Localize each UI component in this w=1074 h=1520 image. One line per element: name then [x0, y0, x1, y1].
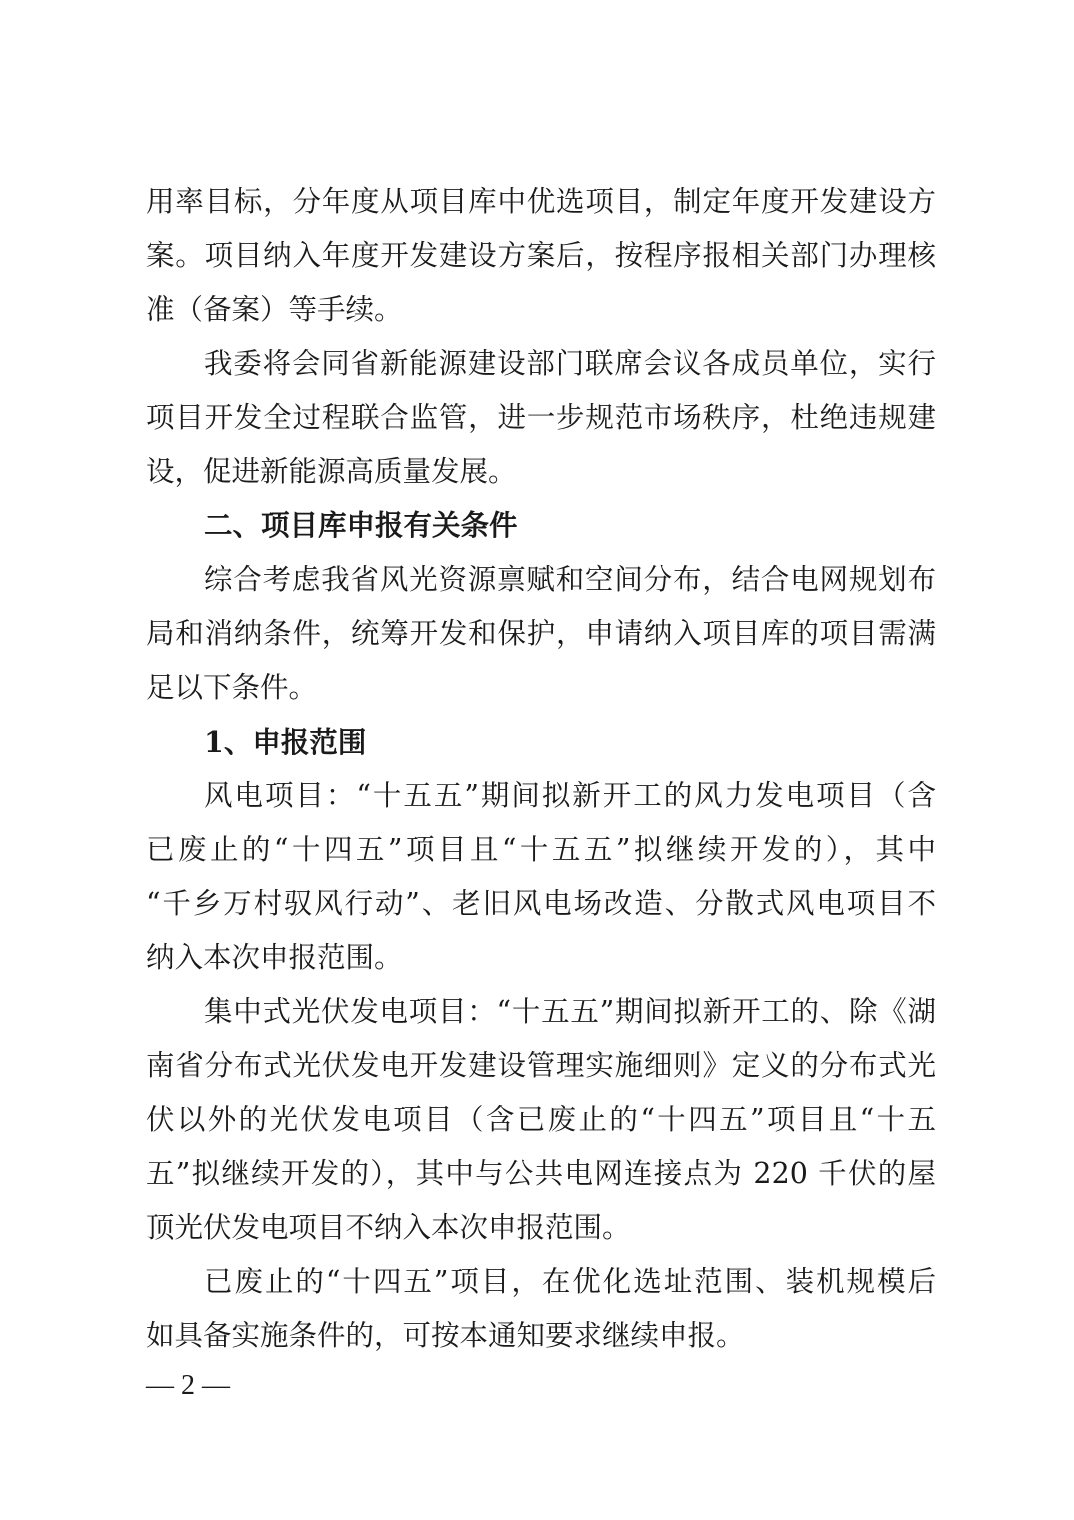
body-line: 顶光伏发电项目不纳入本次申报范围。 — [146, 1211, 631, 1244]
paragraph-first-line: 已废止的“十四五”项目，在优化选址范围、装机规模后 — [204, 1265, 936, 1298]
paragraph-first-line: 集中式光伏发电项目：“十五五”期间拟新开工的、除《湖 — [204, 995, 936, 1028]
page-number: — 2 — — [146, 1370, 230, 1401]
section-heading: 二、项目库申报有关条件 — [204, 509, 518, 542]
body-line: 已废止的“十四五”项目且“十五五”拟继续开发的），其中 — [146, 833, 936, 866]
body-line: 南省分布式光伏发电开发建设管理实施细则》定义的分布式光 — [146, 1049, 936, 1082]
body-line: 足以下条件。 — [146, 671, 318, 704]
body-line: 伏以外的光伏发电项目（含已废止的“十四五”项目且“十五 — [146, 1103, 936, 1136]
paragraph-first-line: 风电项目：“十五五”期间拟新开工的风力发电项目（含 — [204, 779, 936, 812]
body-line: 设，促进新能源高质量发展。 — [146, 455, 517, 488]
subsection-heading: 1、申报范围 — [204, 725, 367, 759]
body-line: 纳入本次申报范围。 — [146, 941, 403, 974]
paragraph-first-line: 综合考虑我省风光资源禀赋和空间分布，结合电网规划布 — [204, 563, 936, 596]
body-line: 项目开发全过程联合监管，进一步规范市场秩序，杜绝违规建 — [146, 401, 936, 434]
body-line: 局和消纳条件，统筹开发和保护，申请纳入项目库的项目需满 — [146, 617, 936, 650]
body-line: 如具备实施条件的，可按本通知要求继续申报。 — [146, 1319, 745, 1352]
body-line: 五”拟继续开发的），其中与公共电网连接点为 220 千伏的屋 — [146, 1157, 936, 1190]
body-line: 案。项目纳入年度开发建设方案后，按程序报相关部门办理核 — [146, 239, 936, 272]
body-line: 用率目标，分年度从项目库中优选项目，制定年度开发建设方 — [146, 185, 936, 218]
body-line: “千乡万村驭风行动”、老旧风电场改造、分散式风电项目不 — [146, 887, 936, 920]
paragraph-first-line: 我委将会同省新能源建设部门联席会议各成员单位，实行 — [204, 347, 936, 380]
body-line: 准（备案）等手续。 — [146, 293, 403, 326]
